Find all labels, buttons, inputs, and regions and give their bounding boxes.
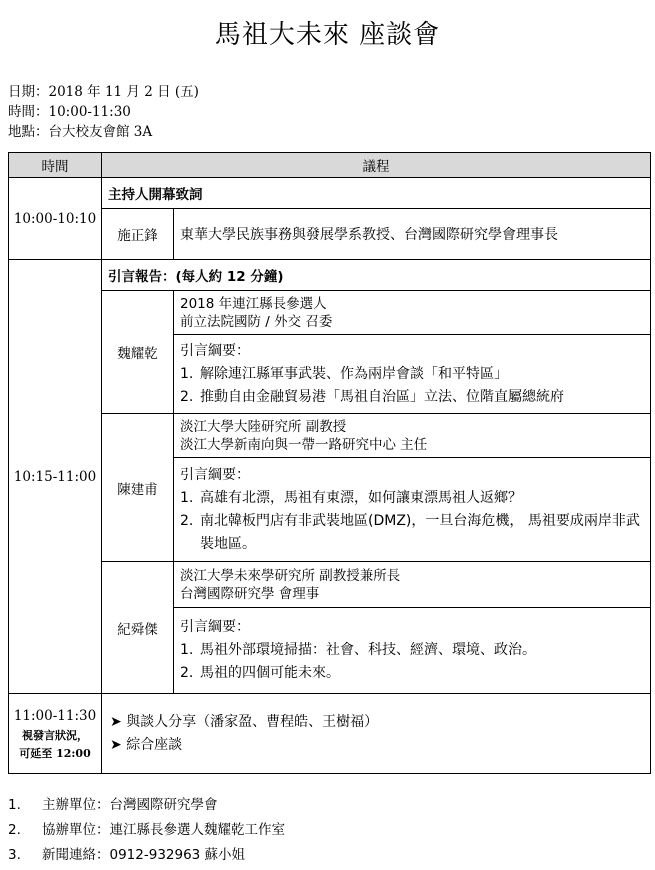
footer-item: 1. 主辦單位：台灣國際研究學會: [8, 797, 218, 813]
footer-item: 3. 新聞連絡：0912-932963 蘇小姐: [8, 847, 246, 863]
footer-item: 2. 協辦單位：連江縣長參選人魏耀乾工作室: [8, 822, 285, 838]
event-place: 地點：台大校友會館 3A: [8, 124, 153, 140]
section-intro-reports: 引言報告：(每人約 12 分鐘): [102, 260, 651, 291]
event-time: 時間：10:00-11:30: [8, 104, 131, 120]
speaker-title-line: 淡江大學大陸研究所 副教授: [180, 418, 347, 435]
list-item: ➤ 綜合座談: [110, 736, 183, 753]
time-range: 11:00-11:30: [13, 707, 97, 724]
header-time: 時間: [9, 153, 102, 178]
discussion-items: [102, 694, 651, 774]
speaker-titles: [174, 562, 651, 608]
outline-heading: 引言綱要：: [180, 342, 250, 359]
speaker-name: 紀舜傑: [102, 562, 174, 694]
page-title: 馬祖大未來 座談會: [214, 20, 441, 50]
speaker-titles: [174, 414, 651, 458]
time-note: 視發言狀況，: [22, 728, 88, 742]
footer-notes: [8, 793, 285, 868]
speaker-name: 施正鋒: [102, 209, 174, 260]
outline-heading: 引言綱要：: [180, 619, 250, 635]
speaker-name: 魏耀乾: [102, 291, 174, 414]
speaker-outline: [174, 335, 651, 414]
list-item: 2. 推動自由金融貿易港「馬祖自治區」立法、位階直屬總統府: [180, 388, 564, 405]
arrow-bullet-icon: ➤: [110, 736, 122, 753]
speaker-title-line: 台灣國際研究學 會理事: [180, 585, 320, 602]
event-date: 日期：2018 年 11 月 2 日 (五): [8, 84, 199, 100]
list-item: 2. 馬祖的四個可能未來。: [180, 665, 340, 681]
section-opening: 主持人開幕致詞: [102, 178, 651, 209]
table-header-row: [9, 153, 651, 178]
speaker-title-line: 淡江大學未來學研究所 副教授兼所長: [180, 567, 401, 584]
speaker-outline: [174, 458, 651, 562]
list-item: 1. 馬祖外部環境掃描：社會、科技、經濟、環境、政治。: [180, 642, 536, 658]
speaker-role: 東華大學民族事務與發展學系教授、台灣國際研究學會理事長: [174, 209, 651, 260]
speaker-titles: [174, 291, 651, 335]
speaker-title-line: 2018 年連江縣長參選人: [180, 295, 327, 312]
time-slot-3: [9, 694, 102, 774]
speaker-title-line: 淡江大學新南向與一帶一路研究中心 主任: [180, 436, 428, 453]
time-note: 可延至 12:00: [19, 746, 91, 760]
speaker-title-line: 前立法院國防 / 外交 召委: [180, 313, 333, 330]
agenda-table: [8, 152, 651, 774]
list-item: 1. 解除連江縣軍事武裝、作為兩岸會談「和平特區」: [180, 365, 508, 382]
outline-heading: 引言綱要：: [180, 466, 250, 483]
header-agenda: 議程: [102, 153, 651, 178]
list-item: ➤ 與談人分享（潘家盈、曹程皓、王樹福）: [110, 713, 379, 730]
speaker-name: 陳建甫: [102, 414, 174, 562]
list-item: 2. 南北韓板門店有非武裝地區(DMZ)，一旦台海危機， 馬祖要成兩岸非武裝地區。: [180, 512, 640, 552]
time-slot-1: 10:00-10:10: [9, 178, 102, 260]
speaker-outline: [174, 608, 651, 694]
arrow-bullet-icon: ➤: [110, 713, 122, 730]
time-slot-2: 10:15-11:00: [9, 260, 102, 694]
list-item: 1. 高雄有北漂，馬祖有東漂，如何讓東漂馬祖人返鄉？: [180, 489, 522, 506]
